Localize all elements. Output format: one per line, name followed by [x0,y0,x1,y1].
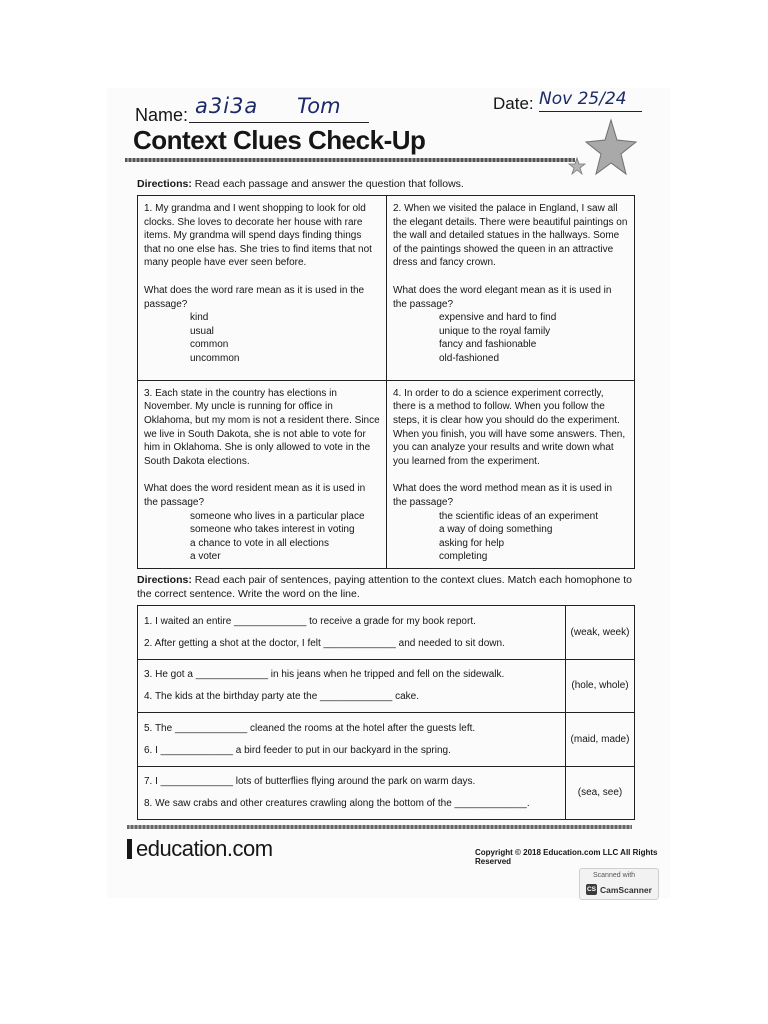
name-handwritten-last: Tom [297,94,341,118]
camscanner-icon: CS [586,886,597,893]
worksheet [107,88,670,898]
answer-option[interactable]: someone who lives in a particular place [190,510,365,522]
directions-label: Directions: [137,574,192,586]
scanner-caption: Scanned with [593,872,636,879]
answer-option[interactable]: asking for help [439,537,505,549]
scanner-brand [586,884,652,895]
directions-text: Read each passage and answer the question that follows. [191,178,464,190]
answer-option[interactable]: a voter [190,551,221,563]
sentence[interactable]: 8. We saw crabs and other creatures crawling along the bottom of the _____________. [144,798,530,810]
passage-grid [137,195,635,569]
homophone-pair: (maid, made) [565,713,634,766]
footer-divider [127,825,632,829]
name-label: Name: [135,105,189,125]
date-label: Date: [493,94,534,113]
sentence[interactable]: 1. I waited an entire _____________ to receive a grade for my book report. [144,615,476,627]
question-text: What does the word method mean as it is used in the passage? [393,483,613,509]
passage-text: 2. When we visited the palace in England, I saw all the elegant details. There were beautiful paintings on the wall and detailed statues in the hallways. Some of the paintings showed the queen in an attractive dress and fancy crown. [393,203,628,269]
directions-label: Directions: [137,178,192,190]
answer-option[interactable]: the scientific ideas of an experiment [439,510,598,522]
sentence[interactable]: 6. I _____________ a bird feeder to put in our backyard in the spring. [144,744,451,756]
answer-option[interactable]: common [190,339,229,351]
education-logo [127,836,273,862]
answer-option[interactable]: kind [190,312,209,324]
answer-option[interactable]: a chance to vote in all elections [190,537,329,549]
answer-option[interactable]: expensive and hard to find [439,312,557,324]
homophone-pair: (weak, week) [565,606,634,659]
directions-text: Read each pair of sentences, paying attention to the context clues. Match each homophone to the correct sentence. Write the word on the line. [137,574,632,600]
homophone-pair: (sea, see) [565,767,634,820]
answer-option[interactable]: usual [190,325,214,337]
question-text: What does the word rare mean as it is used in the passage? [144,284,365,310]
answer-option[interactable]: old-fashioned [439,352,500,364]
sentence[interactable]: 3. He got a _____________ in his jeans when he tripped and fell on the sidewalk. [144,669,505,681]
sentence[interactable]: 4. The kids at the birthday party ate the _____________ cake. [144,691,420,703]
sentence-pair [138,660,565,713]
name-line [189,122,369,123]
homophone-row [138,606,634,659]
passage-cell-3 [138,380,386,568]
answer-option[interactable]: completing [439,551,488,563]
answer-option[interactable]: fancy and fashionable [439,339,537,351]
answer-option[interactable]: uncommon [190,352,240,364]
directions-part2 [137,573,637,601]
sentence-pair [138,713,565,766]
date-handwritten: Nov 25/24 [539,89,627,109]
question-text: What does the word resident mean as it is used in the passage? [144,483,366,509]
question-text: What does the word elegant mean as it is used in the passage? [393,284,612,310]
passage-text: 3. Each state in the country has elections in November. My uncle is running for office in Oklahoma, but my mom is not a resident there. Since we live in South Dakota, she is not able to vote for him in Oklahoma. She is only allowed to vote in the South Dakota elections. [144,387,380,467]
title-divider [125,158,575,162]
homophone-table [137,605,635,820]
page-title: Context Clues Check-Up [133,125,426,155]
logo-mark-icon [127,839,132,859]
sentence[interactable]: 2. After getting a shot at the doctor, I felt _____________ and needed to sit down. [144,637,505,649]
copyright-text: Copyright © 2018 Education.com LLC All Rights Reserved [475,848,658,866]
homophone-row [138,712,634,766]
sentence[interactable]: 5. The _____________ cleaned the rooms at the hotel after the guests left. [144,722,476,734]
date-line [539,111,642,112]
homophone-row [138,766,634,820]
sentence-pair [138,767,565,820]
passage-cell-1 [138,196,386,380]
logo-text: education.com [136,836,273,861]
sentence-pair [138,606,565,659]
answer-option[interactable]: a way of doing something [439,524,553,536]
passage-cell-2 [386,196,634,380]
sentence[interactable]: 7. I _____________ lots of butterflies flying around the park on warm days. [144,776,476,788]
homophone-pair: (hole, whole) [565,660,634,713]
directions-part1 [137,178,464,190]
answer-option[interactable]: someone who takes interest in voting [190,524,355,536]
passage-cell-4 [386,380,634,568]
passage-text: 4. In order to do a science experiment correctly, there is a method to follow. When you follow the steps, it is clear how you should do the experiment. When you finish, you will have some answers. Then, you can analyze your results and write down what you learned from the experiment. [393,387,626,467]
answer-option[interactable]: unique to the royal family [439,325,551,337]
scanner-brand-label: CamScanner [600,884,652,895]
camscanner-badge [579,868,659,900]
star-icon [567,118,637,180]
name-handwritten-first: a3i3a [195,94,259,118]
passage-text: 1. My grandma and I went shopping to look for old clocks. She loves to decorate her house with rare items. My grandma will spend days finding things that no one else has. She tries to find items that not many people have ever seen before. [144,203,372,269]
homophone-row [138,659,634,713]
